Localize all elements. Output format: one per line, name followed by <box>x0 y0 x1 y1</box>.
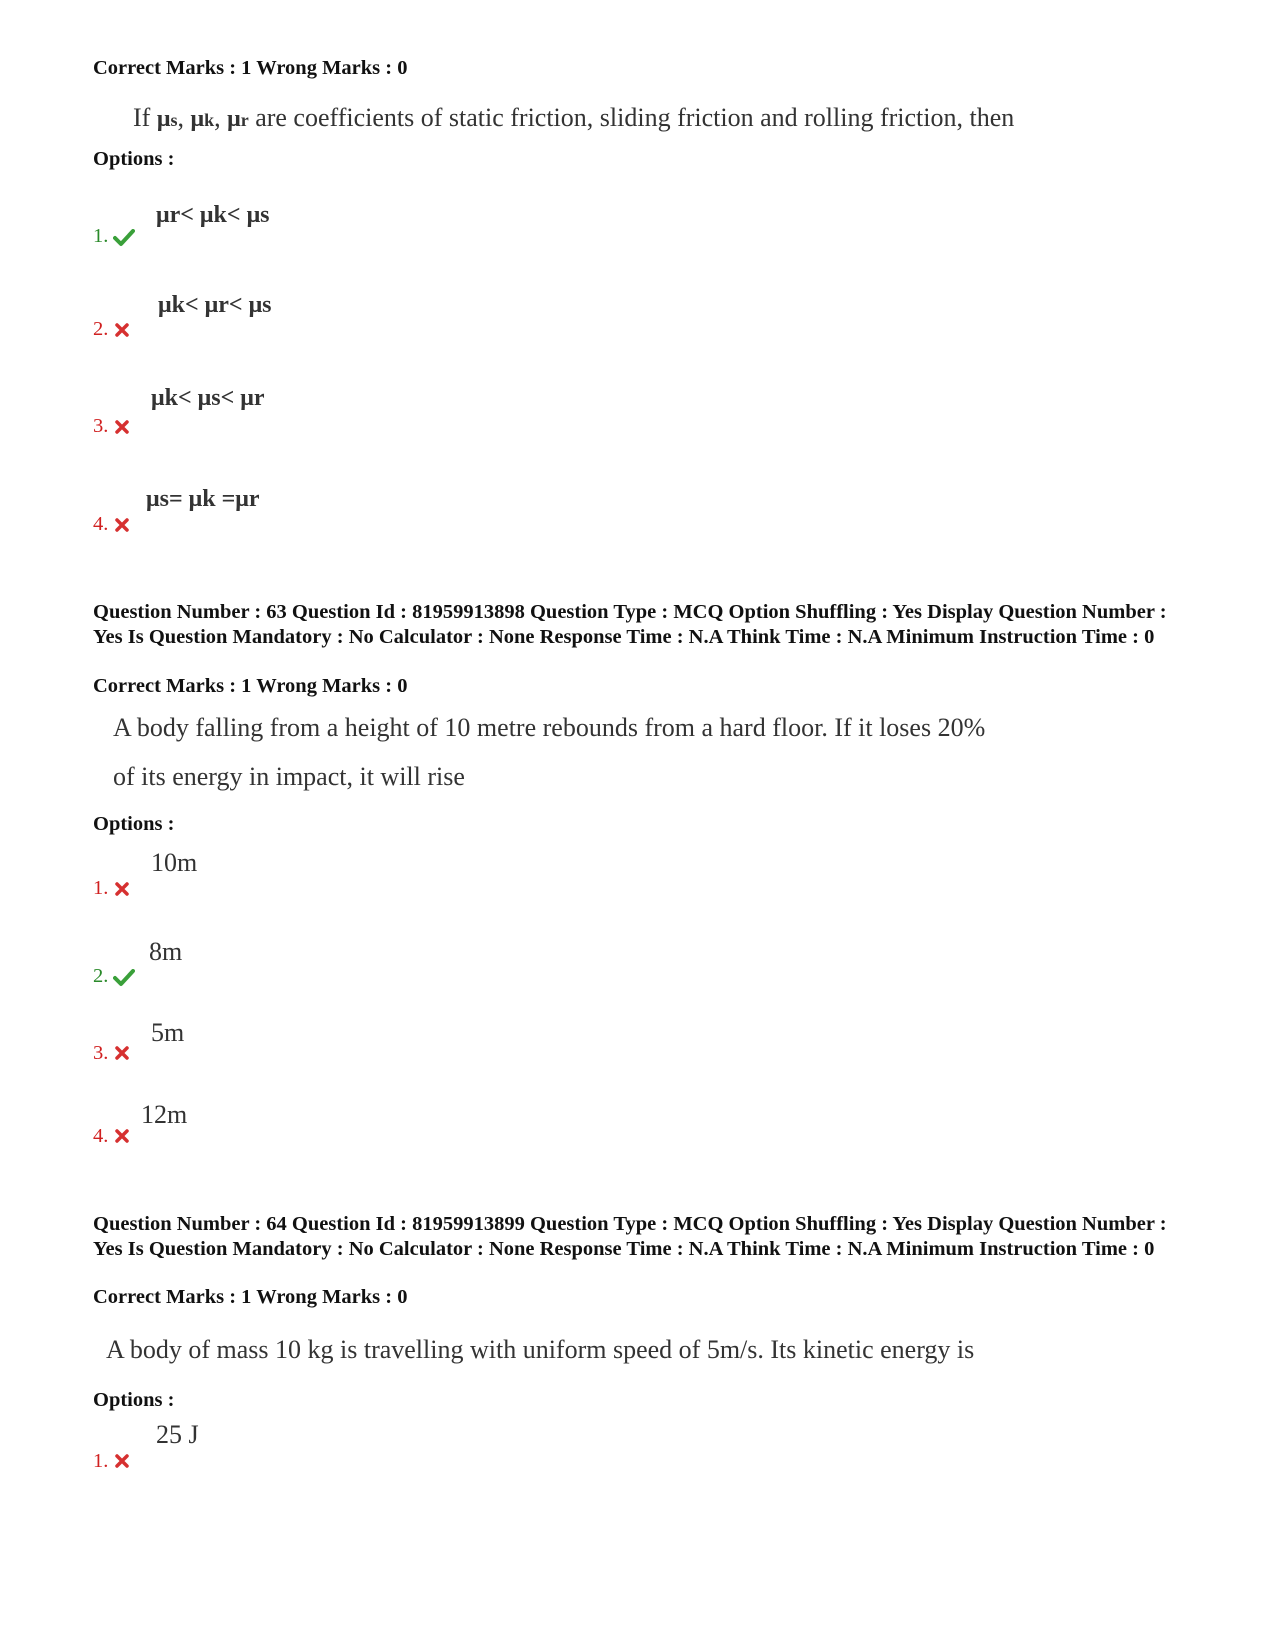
cross-icon <box>115 1129 129 1143</box>
check-icon <box>113 229 135 247</box>
q63-option-2-text: 8m <box>149 937 183 966</box>
q62-option-2-text: μk< μr< μs <box>158 292 272 318</box>
q62-option-3-text: μk< μs< μr <box>151 385 265 411</box>
q63-meta: Question Number : 63 Question Id : 81959913898 Question Type : MCQ Option Shuffling : Yes Display Question Number : Yes Is Question Mandatory : No Calculator : None Response Time : N.A Think Time : N.A Minimum Instruction Time : 0 <box>93 601 1167 648</box>
cross-icon <box>115 882 129 896</box>
q63-option-3-text: 5m <box>151 1018 185 1047</box>
q62-stem-sub-r: r <box>240 110 249 130</box>
q62-option-4-number: 4. <box>93 513 109 535</box>
q62-marks: Correct Marks : 1 Wrong Marks : 0 <box>93 57 408 79</box>
q63-option-3-number: 3. <box>93 1042 109 1064</box>
q62-stem-sub-s: s <box>170 110 178 130</box>
q63-options-label: Options : <box>93 813 175 835</box>
q62-option-2-number: 2. <box>93 318 109 340</box>
q62-option-1-text: μr< μk< μs <box>156 202 270 228</box>
q63-stem-line-1: A body falling from a height of 10 metre rebounds from a hard floor. If it loses 20% <box>113 713 986 742</box>
q62-option-4-text: μs= μk =μr <box>146 486 260 512</box>
q62-stem-mu-k: μ <box>190 106 205 132</box>
q63-option-2-number: 2. <box>93 965 109 987</box>
q64-meta: Question Number : 64 Question Id : 81959913899 Question Type : MCQ Option Shuffling : Yes Display Question Number : Yes Is Question Mandatory : No Calculator : None Response Time : N.A Think Time : N.A Minimum Instruction Time : 0 <box>93 1213 1167 1260</box>
q62-stem-mu-r: μ <box>227 106 241 132</box>
q64-stem: A body of mass 10 kg is travelling with uniform speed of 5m/s. Its kinetic energy is <box>106 1335 975 1364</box>
q62-stem-sub-k: k <box>204 110 215 130</box>
check-icon <box>113 969 135 987</box>
q62-option-3-number: 3. <box>93 415 109 437</box>
cross-icon <box>115 518 129 532</box>
q63-option-4-text: 12m <box>141 1100 188 1129</box>
q62-stem-post: are coefficients of static friction, sliding friction and rolling friction, then <box>248 103 1015 132</box>
cross-icon <box>115 420 129 434</box>
q64-option-1-text: 25 J <box>156 1420 199 1449</box>
q64-marks: Correct Marks : 1 Wrong Marks : 0 <box>93 1286 408 1308</box>
cross-icon <box>115 323 129 337</box>
q64-option-1-number: 1. <box>93 1450 109 1472</box>
q62-stem: If μs, μk, μr are coefficients of static friction, sliding friction and rolling friction, then <box>133 103 1015 132</box>
q62-stem-pre: If <box>133 103 157 132</box>
q63-marks: Correct Marks : 1 Wrong Marks : 0 <box>93 675 408 697</box>
q63-stem-line-2: of its energy in impact, it will rise <box>113 762 465 791</box>
q63-option-1-text: 10m <box>151 848 198 877</box>
q63-option-1-number: 1. <box>93 877 109 899</box>
q62-stem-mu-s: μ <box>156 106 171 132</box>
q64-options-label: Options : <box>93 1389 175 1411</box>
q62-options-label: Options : <box>93 148 175 170</box>
cross-icon <box>115 1454 129 1468</box>
q62-option-1-number: 1. <box>93 225 109 247</box>
cross-icon <box>115 1046 129 1060</box>
q63-option-4-number: 4. <box>93 1125 109 1147</box>
